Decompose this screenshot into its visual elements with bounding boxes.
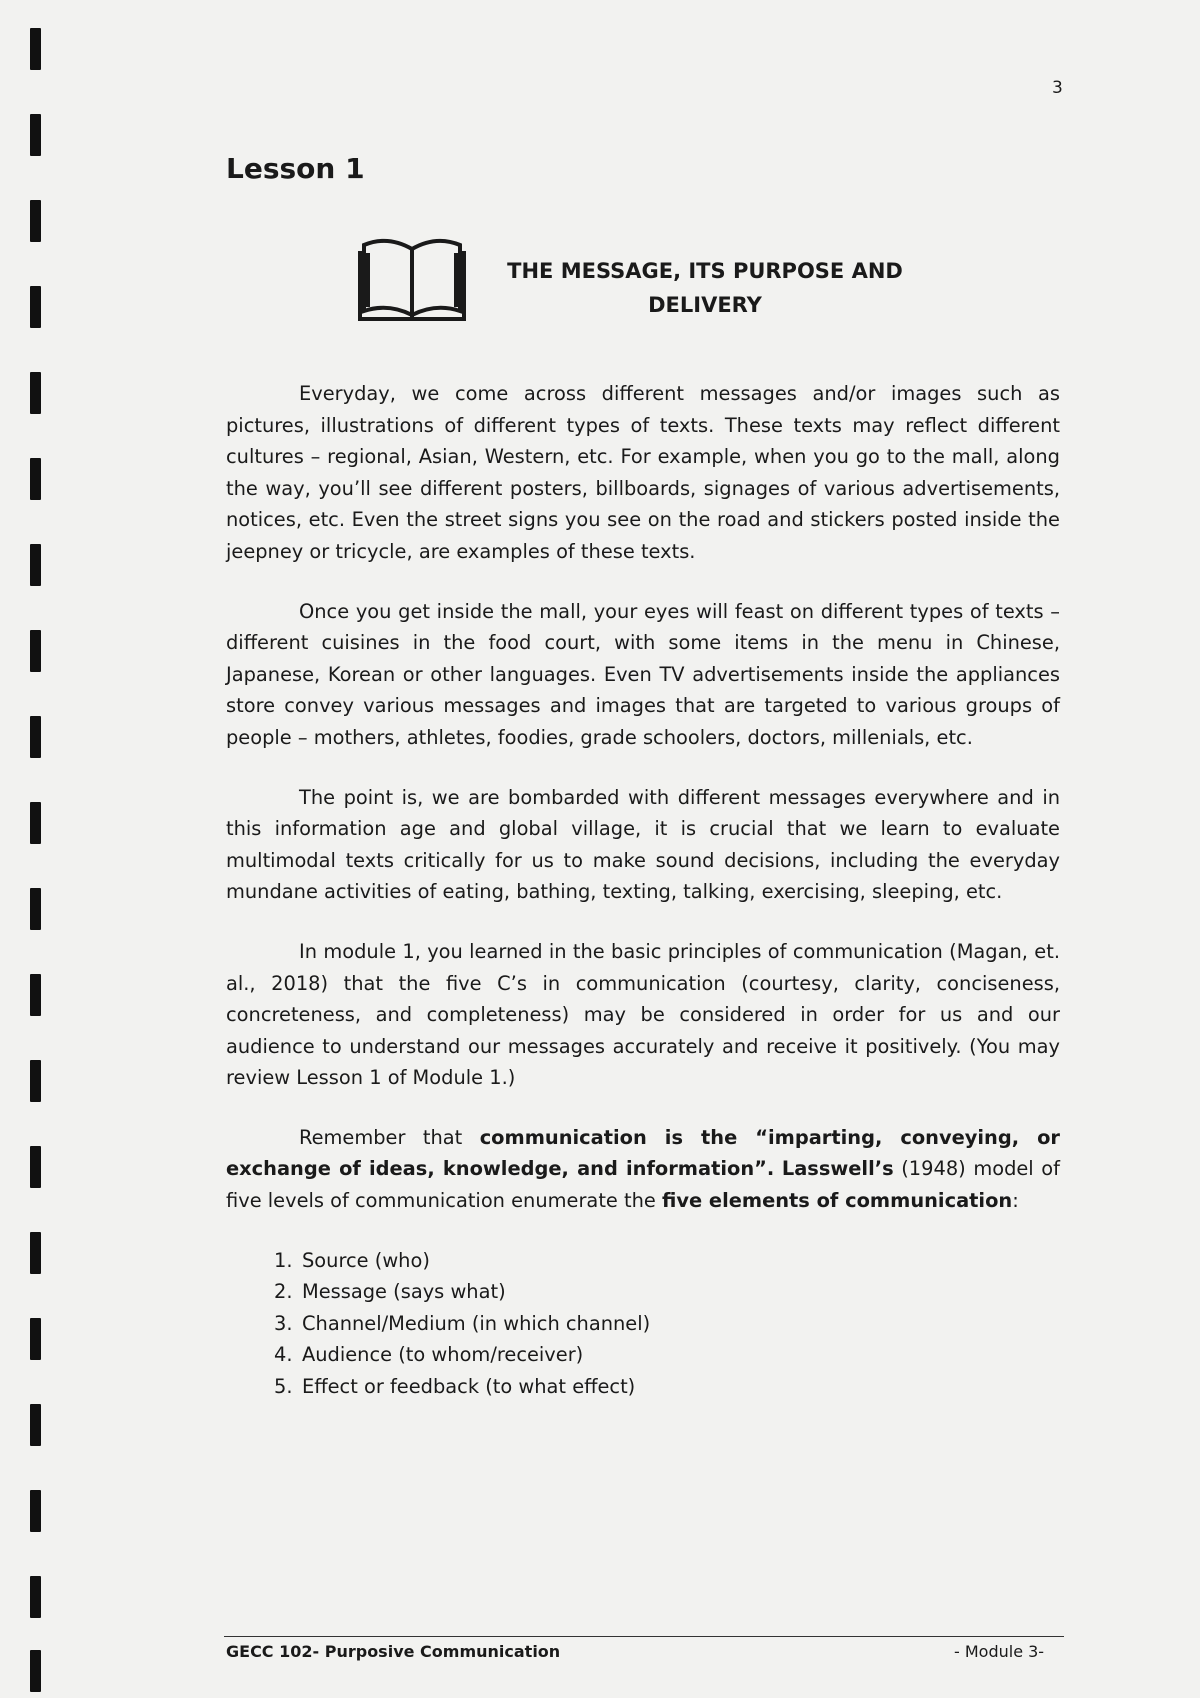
list-item-number: 5.: [274, 1375, 293, 1399]
list-item-number: 1.: [274, 1248, 293, 1272]
lasswell-name: Lasswell’s: [781, 1157, 894, 1181]
list-item-text: Source (who): [302, 1248, 430, 1272]
binding-hole: [30, 458, 41, 500]
list-item: [274, 1245, 1060, 1277]
binding-hole: [30, 544, 41, 586]
binding-hole: [30, 1318, 41, 1360]
elements-list: [226, 1245, 1060, 1403]
binding-hole: [30, 1576, 41, 1618]
main-title-line2: DELIVERY: [648, 293, 762, 317]
binding-hole: [30, 1146, 41, 1188]
list-item-text: Message (says what): [302, 1280, 506, 1304]
binding-hole: [30, 802, 41, 844]
list-item: [274, 1276, 1060, 1308]
footer-rule: [224, 1636, 1064, 1637]
binding-hole: [30, 716, 41, 758]
remember-text-4: :: [1012, 1189, 1019, 1213]
lesson-body: [226, 378, 1060, 1403]
paragraph-remember: [226, 1122, 1060, 1217]
main-title: [490, 254, 920, 322]
list-item-text: Channel/Medium (in which channel): [302, 1311, 651, 1335]
paragraph-module-1: In module 1, you learned in the basic principles of communication (Magan, et. al., 2018) that the five C’s in communication (courtesy, clarity, conciseness, concreteness, and completeness) may be considered in order for us and our audience to understand our messages accurately and receive it positively. (You may review Lesson 1 of Module 1.): [226, 939, 1060, 1090]
binding-hole: [30, 1490, 41, 1532]
binding-hole: [30, 630, 41, 672]
footer-course: GECC 102- Purposive Communication: [226, 1642, 561, 1661]
remember-text-1: Remember that: [299, 1125, 480, 1149]
binding-hole: [30, 1232, 41, 1274]
list-item: [274, 1308, 1060, 1340]
binding-hole: [30, 1404, 41, 1446]
list-item-number: 4.: [274, 1343, 293, 1367]
paragraph-point: The point is, we are bombarded with different messages everywhere and in this information age and global village, it is crucial that we learn to evaluate multimodal texts critically for us to make sound decisions, including the everyday mundane activities of eating, bathing, texting, talking, exercising, sleeping, etc.: [226, 785, 1060, 904]
list-item-number: 3.: [274, 1311, 293, 1335]
binding-hole: [30, 1060, 41, 1102]
list-item: [274, 1371, 1060, 1403]
spiral-binding: [30, 28, 42, 1688]
page-number: 3: [1052, 78, 1063, 98]
main-title-line1: THE MESSAGE, ITS PURPOSE AND: [507, 259, 903, 283]
list-item: [274, 1339, 1060, 1371]
binding-hole: [30, 114, 41, 156]
binding-hole: [30, 372, 41, 414]
binding-hole: [30, 28, 41, 70]
footer-module: - Module 3-: [954, 1642, 1045, 1661]
lesson-title: Lesson 1: [226, 152, 365, 185]
binding-hole: [30, 888, 41, 930]
open-book-icon: [358, 237, 466, 323]
remember-text-2: [774, 1157, 782, 1180]
communication-definition: communication is the “imparting, conveying, or exchange of ideas, knowledge, and information”.: [226, 1125, 1060, 1181]
binding-hole: [30, 200, 41, 242]
list-item-number: 2.: [274, 1280, 293, 1304]
binding-hole: [30, 974, 41, 1016]
list-item-text: Audience (to whom/receiver): [302, 1343, 584, 1367]
paragraph-mall: Once you get inside the mall, your eyes will feast on different types of texts – different cuisines in the food court, with some items in the menu in Chinese, Japanese, Korean or other languages. Even TV advertisements inside the appliances store convey various messages and images that are targeted to various groups of people – mothers, athletes, foodies, grade schoolers, doctors, millenials, etc.: [226, 599, 1060, 749]
paragraph-everyday: Everyday, we come across different messages and/or images such as pictures, illustrations of different types of texts. These texts may reflect different cultures – regional, Asian, Western, etc. For example, when you go to the mall, along the way, you’ll see different posters, billboards, signages of various advertisements, notices, etc. Even the street signs you see on the road and stickers posted inside the jeepney or tricycle, are examples of these texts.: [226, 382, 1060, 563]
five-elements-term: five elements of communication: [662, 1189, 1013, 1213]
list-item-text: Effect or feedback (to what effect): [302, 1375, 636, 1399]
binding-hole: [30, 286, 41, 328]
remember-text-3: (1948) model of five levels of communication enumerate the: [226, 1157, 1060, 1213]
binding-hole: [30, 1650, 41, 1692]
